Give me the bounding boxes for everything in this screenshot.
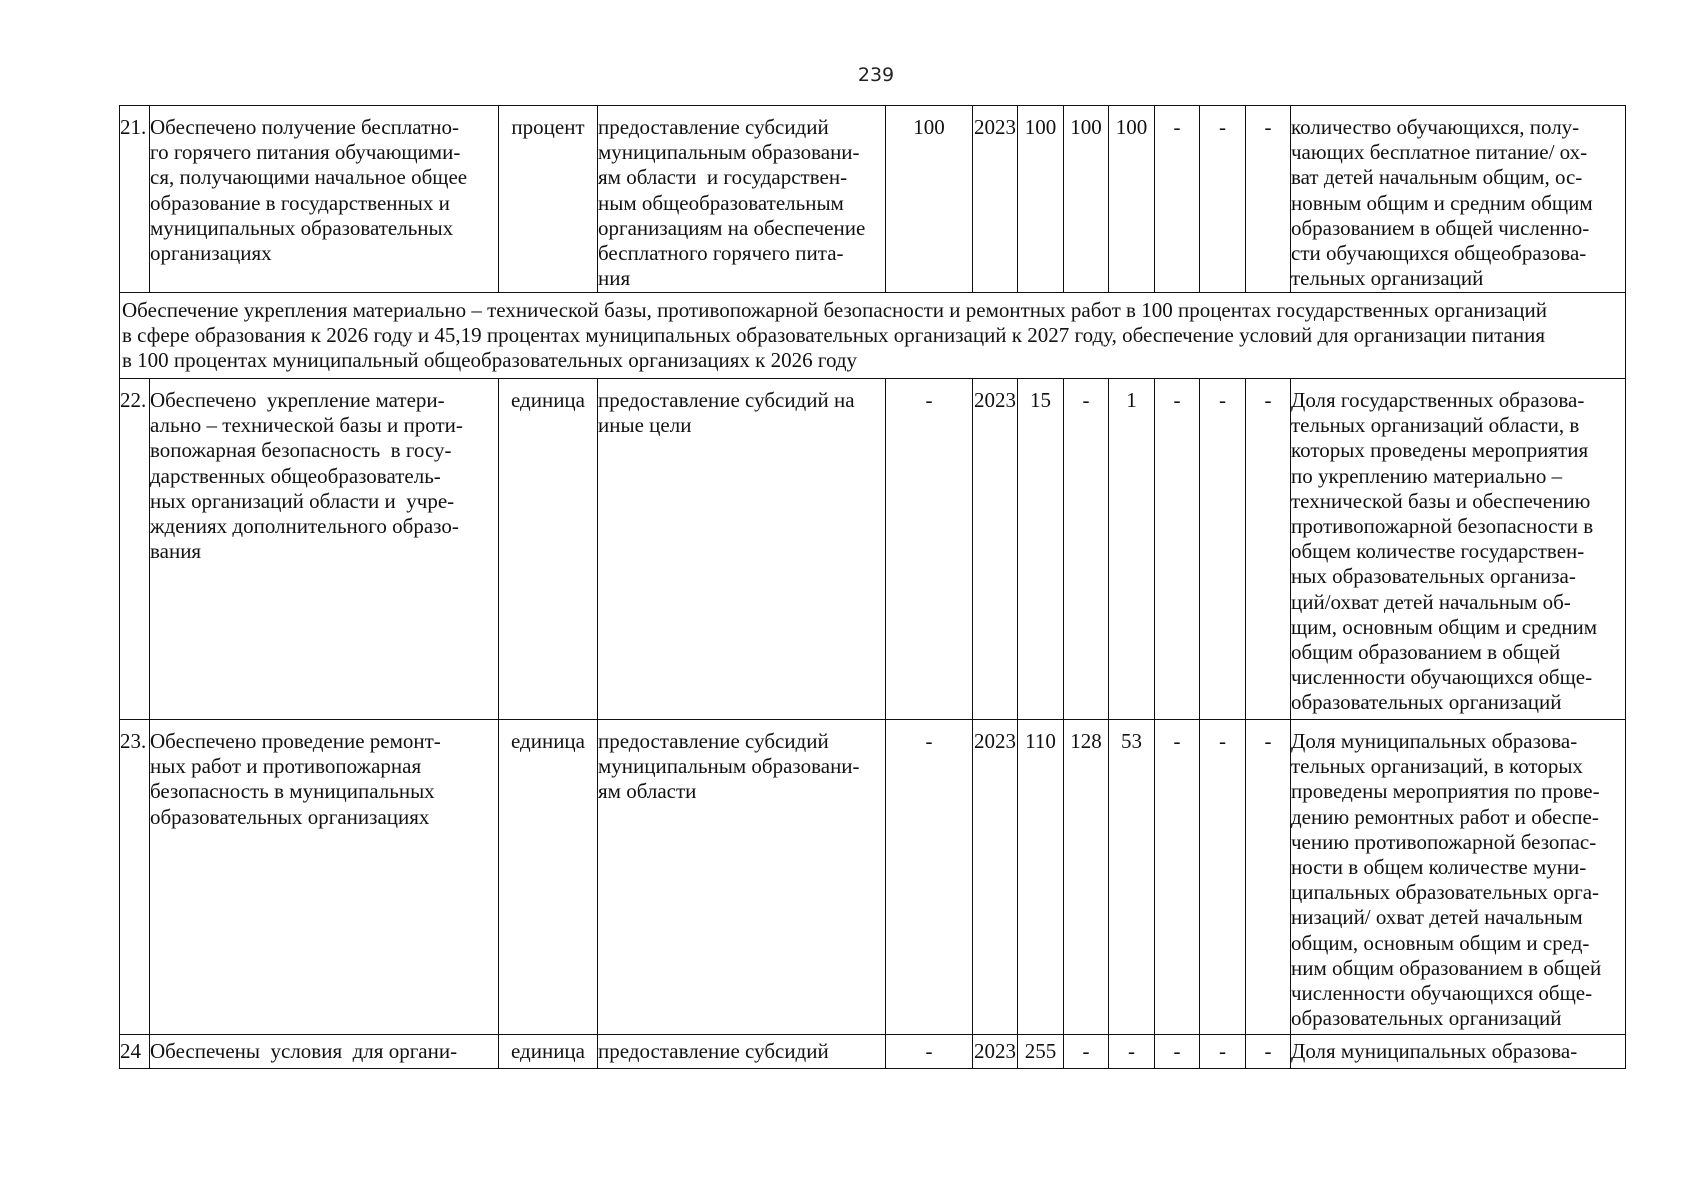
value-cell-3: 1 (1109, 379, 1155, 720)
base-value-cell: - (886, 1035, 973, 1069)
value-cell-1: 100 (1018, 106, 1064, 293)
value-cell-5: - (1200, 1035, 1246, 1069)
value-cell-3: - (1109, 1035, 1155, 1069)
unit-cell: процент (499, 106, 598, 293)
table-row (120, 1035, 1626, 1069)
value-cell-1: 110 (1018, 720, 1064, 1035)
value-cell-2: - (1064, 1035, 1109, 1069)
result-name-cell: Обеспечено проведение ремонт- ных работ и противопожарная безопасность в муниципальных образовательных организациях (150, 720, 499, 1035)
base-year-cell: 2023 (973, 1035, 1018, 1069)
mechanism-cell: предоставление субсидий на иные цели (598, 379, 886, 720)
value-cell-5: - (1200, 106, 1246, 293)
mechanism-cell: предоставление субсидий муниципальным образовани- ям области и государствен- ным общеобразовательным организациям на обеспечение бесплатного горячего пита- ния (598, 106, 886, 293)
value-cell-1: 15 (1018, 379, 1064, 720)
value-cell-5: - (1200, 720, 1246, 1035)
value-cell-4: - (1155, 106, 1200, 293)
mechanism-cell: предоставление субсидий муниципальным образовани- ям области (598, 720, 886, 1035)
value-cell-4: - (1155, 720, 1200, 1035)
value-cell-2: 128 (1064, 720, 1109, 1035)
page-number: 239 (857, 64, 895, 86)
base-value-cell: 100 (886, 106, 973, 293)
results-table (119, 105, 1626, 1069)
indicator-cell: Доля муниципальных образова- тельных организаций, в которых проведены мероприятия по прове- дению ремонтных работ и обеспе- чению противопожарной безопас- ности в общем количестве муни- ципальных образовательных орга- низаций/ охват детей начальным общим, основным общим и сред- ним общим образованием в общей численности обучающихся обще- образовательных организаций (1291, 720, 1626, 1035)
section-heading: Обеспечение укрепления материально – технической базы, противопожарной безопасности и ремонтных работ в 100 процентах государственных организаций в сфере образования к 2026 году и 45,19 процентах муниципальных образовательных организаций к 2027 году, обеспечение условий для организации питания в 100 процентах муниципальный общеобразовательных организациях к 2026 году (120, 293, 1626, 379)
value-cell-2: 100 (1064, 106, 1109, 293)
indicator-cell: Доля муниципальных образова- (1291, 1035, 1626, 1069)
value-cell-6: - (1246, 720, 1291, 1035)
table-row (120, 720, 1626, 1035)
indicator-cell: количество обучающихся, полу- чающих бесплатное питание/ ох- ват детей начальным общим, ос- новным общим и средним общим образованием в общей численно- сти обучающихся общеобразова- тельных организаций (1291, 106, 1626, 293)
mechanism-cell: предоставление субсидий (598, 1035, 886, 1069)
value-cell-6: - (1246, 379, 1291, 720)
value-cell-4: - (1155, 1035, 1200, 1069)
result-name-cell: Обеспечены условия для органи- (150, 1035, 499, 1069)
base-value-cell: - (886, 379, 973, 720)
value-cell-3: 100 (1109, 106, 1155, 293)
unit-cell: единица (499, 720, 598, 1035)
indicator-cell: Доля государственных образова- тельных организаций области, в которых проведены мероприятия по укреплению материально – технической базы и обеспечению противопожарной безопасности в общем количестве государствен- ных образовательных организа- ций/охват детей начальным об- щим, основным общим и средним общим образованием в общей численности обучающихся обще- образовательных организаций (1291, 379, 1626, 720)
section-heading-row (120, 293, 1626, 379)
table-row (120, 106, 1626, 293)
value-cell-1: 255 (1018, 1035, 1064, 1069)
row-number-cell: 22. (120, 379, 150, 720)
value-cell-6: - (1246, 1035, 1291, 1069)
value-cell-6: - (1246, 106, 1291, 293)
value-cell-4: - (1155, 379, 1200, 720)
base-year-cell: 2023 (973, 106, 1018, 293)
base-year-cell: 2023 (973, 720, 1018, 1035)
value-cell-3: 53 (1109, 720, 1155, 1035)
table-row (120, 379, 1626, 720)
unit-cell: единица (499, 379, 598, 720)
value-cell-5: - (1200, 379, 1246, 720)
row-number-cell: 23. (120, 720, 150, 1035)
base-value-cell: - (886, 720, 973, 1035)
unit-cell: единица (499, 1035, 598, 1069)
value-cell-2: - (1064, 379, 1109, 720)
result-name-cell: Обеспечено укрепление матери- ально – технической базы и проти- вопожарная безопасность в госу- дарственных общеобразователь- ных организаций области и учре- ждениях дополнительного образо- вания (150, 379, 499, 720)
row-number-cell: 21. (120, 106, 150, 293)
result-name-cell: Обеспечено получение бесплатно- го горячего питания обучающими- ся, получающими начальное общее образование в государственных и муниципальных образовательных организациях (150, 106, 499, 293)
base-year-cell: 2023 (973, 379, 1018, 720)
row-number-cell: 24 (120, 1035, 150, 1069)
